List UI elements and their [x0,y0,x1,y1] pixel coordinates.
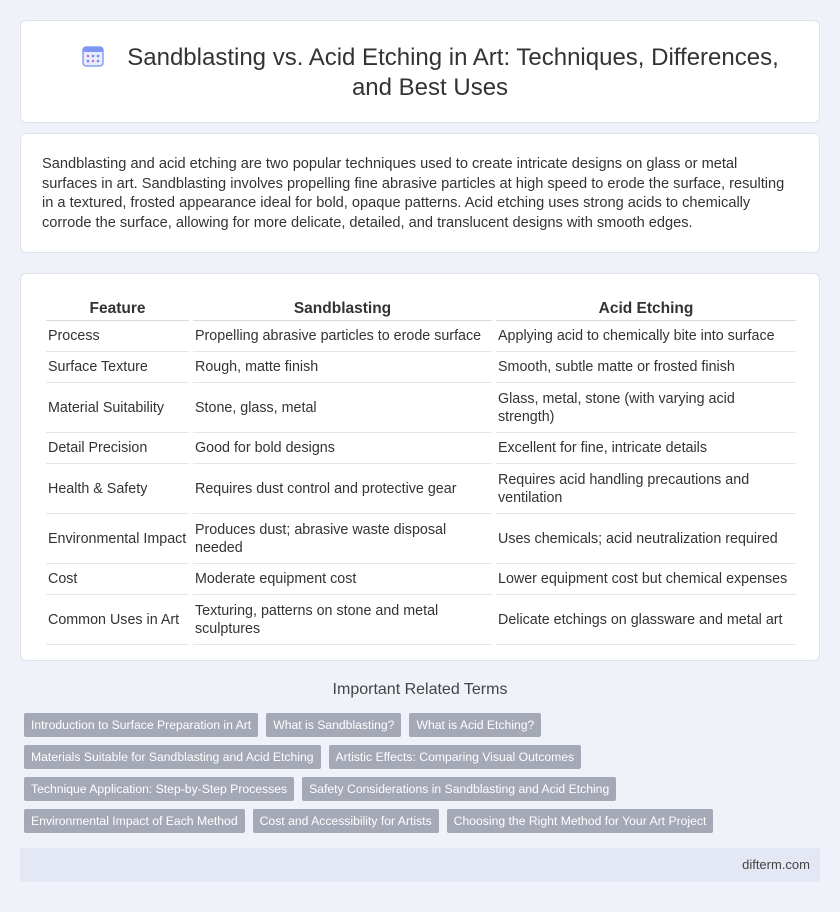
sandblasting-cell: Moderate equipment cost [193,564,492,595]
related-term-tag[interactable]: Technique Application: Step-by-Step Processes [24,777,294,801]
feature-cell: Material Suitability [46,383,189,433]
sandblasting-cell: Requires dust control and protective gear [193,464,492,514]
sandblasting-cell: Produces dust; abrasive waste disposal needed [193,514,492,564]
related-term-tag[interactable]: Safety Considerations in Sandblasting and Acid Etching [302,777,616,801]
header-card [20,20,820,123]
table-row [46,514,796,564]
related-term-tag[interactable]: Environmental Impact of Each Method [24,809,245,833]
footer [20,848,820,882]
tag-row [24,713,804,737]
related-term-tag[interactable]: Choosing the Right Method for Your Art Project [447,809,714,833]
table-row [46,383,796,433]
related-term-tag[interactable]: Introduction to Surface Preparation in Art [24,713,258,737]
calendar-icon [81,44,105,68]
feature-cell: Cost [46,564,189,595]
acid-etching-cell: Excellent for fine, intricate details [496,433,796,464]
feature-cell: Surface Texture [46,352,189,383]
related-term-tag[interactable]: Artistic Effects: Comparing Visual Outcomes [329,745,582,769]
table-row [46,433,796,464]
related-terms-heading: Important Related Terms [332,681,508,698]
feature-cell: Health & Safety [46,464,189,514]
table-row [46,352,796,383]
header-sandblasting: Sandblasting [193,295,492,321]
related-term-tag[interactable]: Cost and Accessibility for Artists [253,809,439,833]
tag-row [24,745,804,769]
sandblasting-cell: Rough, matte finish [193,352,492,383]
feature-cell: Detail Precision [46,433,189,464]
related-term-tag[interactable]: Materials Suitable for Sandblasting and Acid Etching [24,745,321,769]
sandblasting-cell: Good for bold designs [193,433,492,464]
feature-cell: Environmental Impact [46,514,189,564]
footer-site-link[interactable]: difterm.com [742,857,810,872]
sandblasting-cell: Texturing, patterns on stone and metal sculptures [193,595,492,645]
page-title: Sandblasting vs. Acid Etching in Art: Techniques, Differences, and Best Uses [127,44,779,101]
feature-cell: Common Uses in Art [46,595,189,645]
related-terms-list [24,713,804,841]
acid-etching-cell: Smooth, subtle matte or frosted finish [496,352,796,383]
page-title-wrap [61,43,799,103]
intro-card [20,133,820,253]
tag-row [24,809,804,833]
related-term-tag[interactable]: What is Acid Etching? [409,713,541,737]
table-row [46,564,796,595]
acid-etching-cell: Lower equipment cost but chemical expenses [496,564,796,595]
acid-etching-cell: Delicate etchings on glassware and metal art [496,595,796,645]
acid-etching-cell: Requires acid handling precautions and ventilation [496,464,796,514]
comparison-card [20,273,820,661]
header-acid-etching: Acid Etching [496,295,796,321]
table-row [46,321,796,352]
intro-paragraph: Sandblasting and acid etching are two popular techniques used to create intricate designs on glass or metal surfaces in art. Sandblasting involves propelling fine abrasive particles at high speed to erode the surface, resulting in a textured, frosted appearance ideal for bold, opaque patterns. Acid etching uses strong acids to chemically corrode the surface, allowing for more delicate, detailed, and translucent designs with smooth edges. [42,156,785,231]
related-term-tag[interactable]: What is Sandblasting? [266,713,401,737]
acid-etching-cell: Applying acid to chemically bite into surface [496,321,796,352]
sandblasting-cell: Propelling abrasive particles to erode surface [193,321,492,352]
acid-etching-cell: Uses chemicals; acid neutralization required [496,514,796,564]
table-row [46,464,796,514]
comparison-table [42,295,800,645]
header-feature: Feature [46,295,189,321]
tag-row [24,777,804,801]
feature-cell: Process [46,321,189,352]
sandblasting-cell: Stone, glass, metal [193,383,492,433]
acid-etching-cell: Glass, metal, stone (with varying acid strength) [496,383,796,433]
table-row [46,595,796,645]
table-header-row [46,295,796,321]
